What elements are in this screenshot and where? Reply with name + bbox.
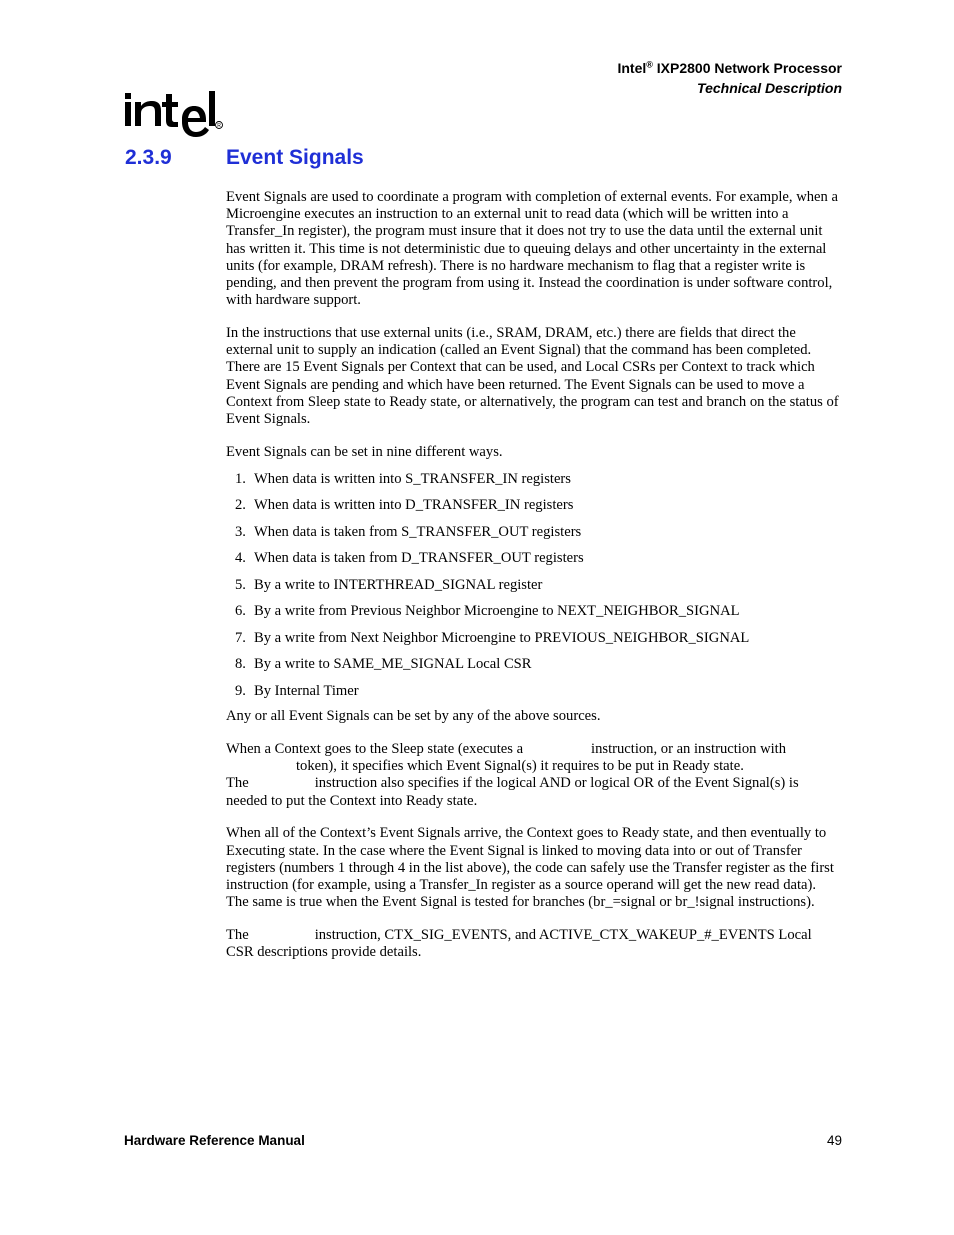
paragraph-ready-state: When all of the Context’s Event Signals arrive, the Context goes to Ready state, and then eventually to Executing state. In the case where the Event Signal is linked to moving data into or out of Transfer registers (numbers 1 through 4 in the list above), the code can safely use the Transfer register as the first instruction (for example, using a Transfer_In register as a source operand will get the new read data). The same is true when the Event Signal is tested for branches (br_=signal or br_!signal instructions). — [226, 825, 834, 911]
product-title — [617, 58, 842, 78]
list-item — [226, 471, 842, 498]
details-text-a: The — [226, 926, 249, 943]
list-item — [226, 577, 842, 604]
list-item — [226, 497, 842, 524]
list-item-number: 4. — [235, 550, 246, 567]
paragraph-any-or-all: Any or all Event Signals can be set by any of the above sources. — [226, 708, 601, 725]
section-title: Event Signals — [226, 146, 364, 169]
list-item-text: When data is written into S_TRANSFER_IN registers — [254, 470, 571, 487]
product-name: IXP2800 Network Processor — [652, 60, 842, 76]
list-item-text: By a write from Previous Neighbor Microengine to NEXT_NEIGHBOR_SIGNAL — [254, 603, 740, 620]
paragraph-nine-ways: Event Signals can be set in nine different ways. — [226, 443, 503, 460]
paragraph-intro: Event Signals are used to coordinate a program with completion of external events. For example, when a Microengine executes an instruction to an external unit to read data (which will be written into a Transfer_In register), the program must insure that it does not try to use the data until the external unit has written it. This time is not deterministic due to queuing delays and other uncertainty in the external units (for example, DRAM refresh). There is no hardware mechanism to flag that a register write is pending, and then prevent the program from using it. Instead the coordination is under software control, with hardware support. — [226, 189, 838, 309]
list-item-number: 3. — [235, 523, 246, 540]
body-text — [226, 189, 842, 977]
sleep-text-b: instruction, or an instruction with — [591, 740, 787, 757]
list-item — [226, 603, 842, 630]
sleep-text-a: When a Context goes to the Sleep state (executes a — [226, 740, 524, 757]
list-item-text: When data is written into D_TRANSFER_IN registers — [254, 497, 574, 514]
list-item-text: When data is taken from S_TRANSFER_OUT registers — [254, 523, 582, 540]
list-item-number: 2. — [235, 497, 246, 514]
list-item — [226, 630, 842, 657]
svg-text:R: R — [217, 123, 221, 130]
sleep-text-d: The — [226, 775, 249, 792]
list-item-text: By a write to INTERTHREAD_SIGNAL register — [254, 576, 543, 593]
sleep-text-e: instruction also specifies if the logical AND or logical OR of the Event Signal(s) is needed to put the Context into Ready state. — [226, 775, 799, 809]
list-item-text: By Internal Timer — [254, 682, 359, 699]
document-subtitle: Technical Description — [697, 80, 842, 96]
list-item-text: By a write to SAME_ME_SIGNAL Local CSR — [254, 656, 532, 673]
list-item — [226, 656, 842, 683]
section-number: 2.3.9 — [125, 146, 172, 169]
sleep-text-c: token), it specifies which Event Signal(s) it requires to be put in Ready state. — [296, 758, 744, 775]
list-item-number: 5. — [235, 576, 246, 593]
paragraph-details — [226, 927, 842, 961]
list-item-number: 6. — [235, 603, 246, 620]
manual-title: Hardware Reference Manual — [124, 1133, 305, 1148]
event-signal-sources-list — [226, 471, 842, 710]
page-header — [617, 58, 842, 98]
intel-logo — [124, 88, 224, 144]
list-item-number: 1. — [235, 470, 246, 487]
list-item-text: When data is taken from D_TRANSFER_OUT registers — [254, 550, 584, 567]
page-number: 49 — [826, 1133, 842, 1148]
details-text-b: instruction, CTX_SIG_EVENTS, and ACTIVE_CTX_WAKEUP_#_EVENTS Local CSR descriptions provide details. — [226, 926, 812, 961]
list-item — [226, 683, 842, 710]
paragraph-external-units: In the instructions that use external units (i.e., SRAM, DRAM, etc.) there are fields that direct the external unit to supply an indication (called an Event Signal) that the command has been completed. There are 15 Event Signals per Context that can be used, and Local CSRs per Context to track which Event Signals are pending and which have been returned. The Event Signals can be used to move a Context from Sleep state to Ready state, or alternatively, the program can test and branch on the status of Event Signals. — [226, 325, 839, 428]
list-item-number: 9. — [235, 682, 246, 699]
list-item-text: By a write from Next Neighbor Microengine to PREVIOUS_NEIGHBOR_SIGNAL — [254, 629, 750, 646]
section-heading — [125, 146, 364, 170]
brand-text: Intel — [617, 60, 647, 76]
list-item — [226, 550, 842, 577]
list-item-number: 8. — [235, 656, 246, 673]
list-item — [226, 524, 842, 551]
registered-mark: ® — [646, 59, 653, 70]
page-footer — [124, 1133, 842, 1148]
list-item-number: 7. — [235, 629, 246, 646]
paragraph-sleep-state — [226, 741, 842, 810]
